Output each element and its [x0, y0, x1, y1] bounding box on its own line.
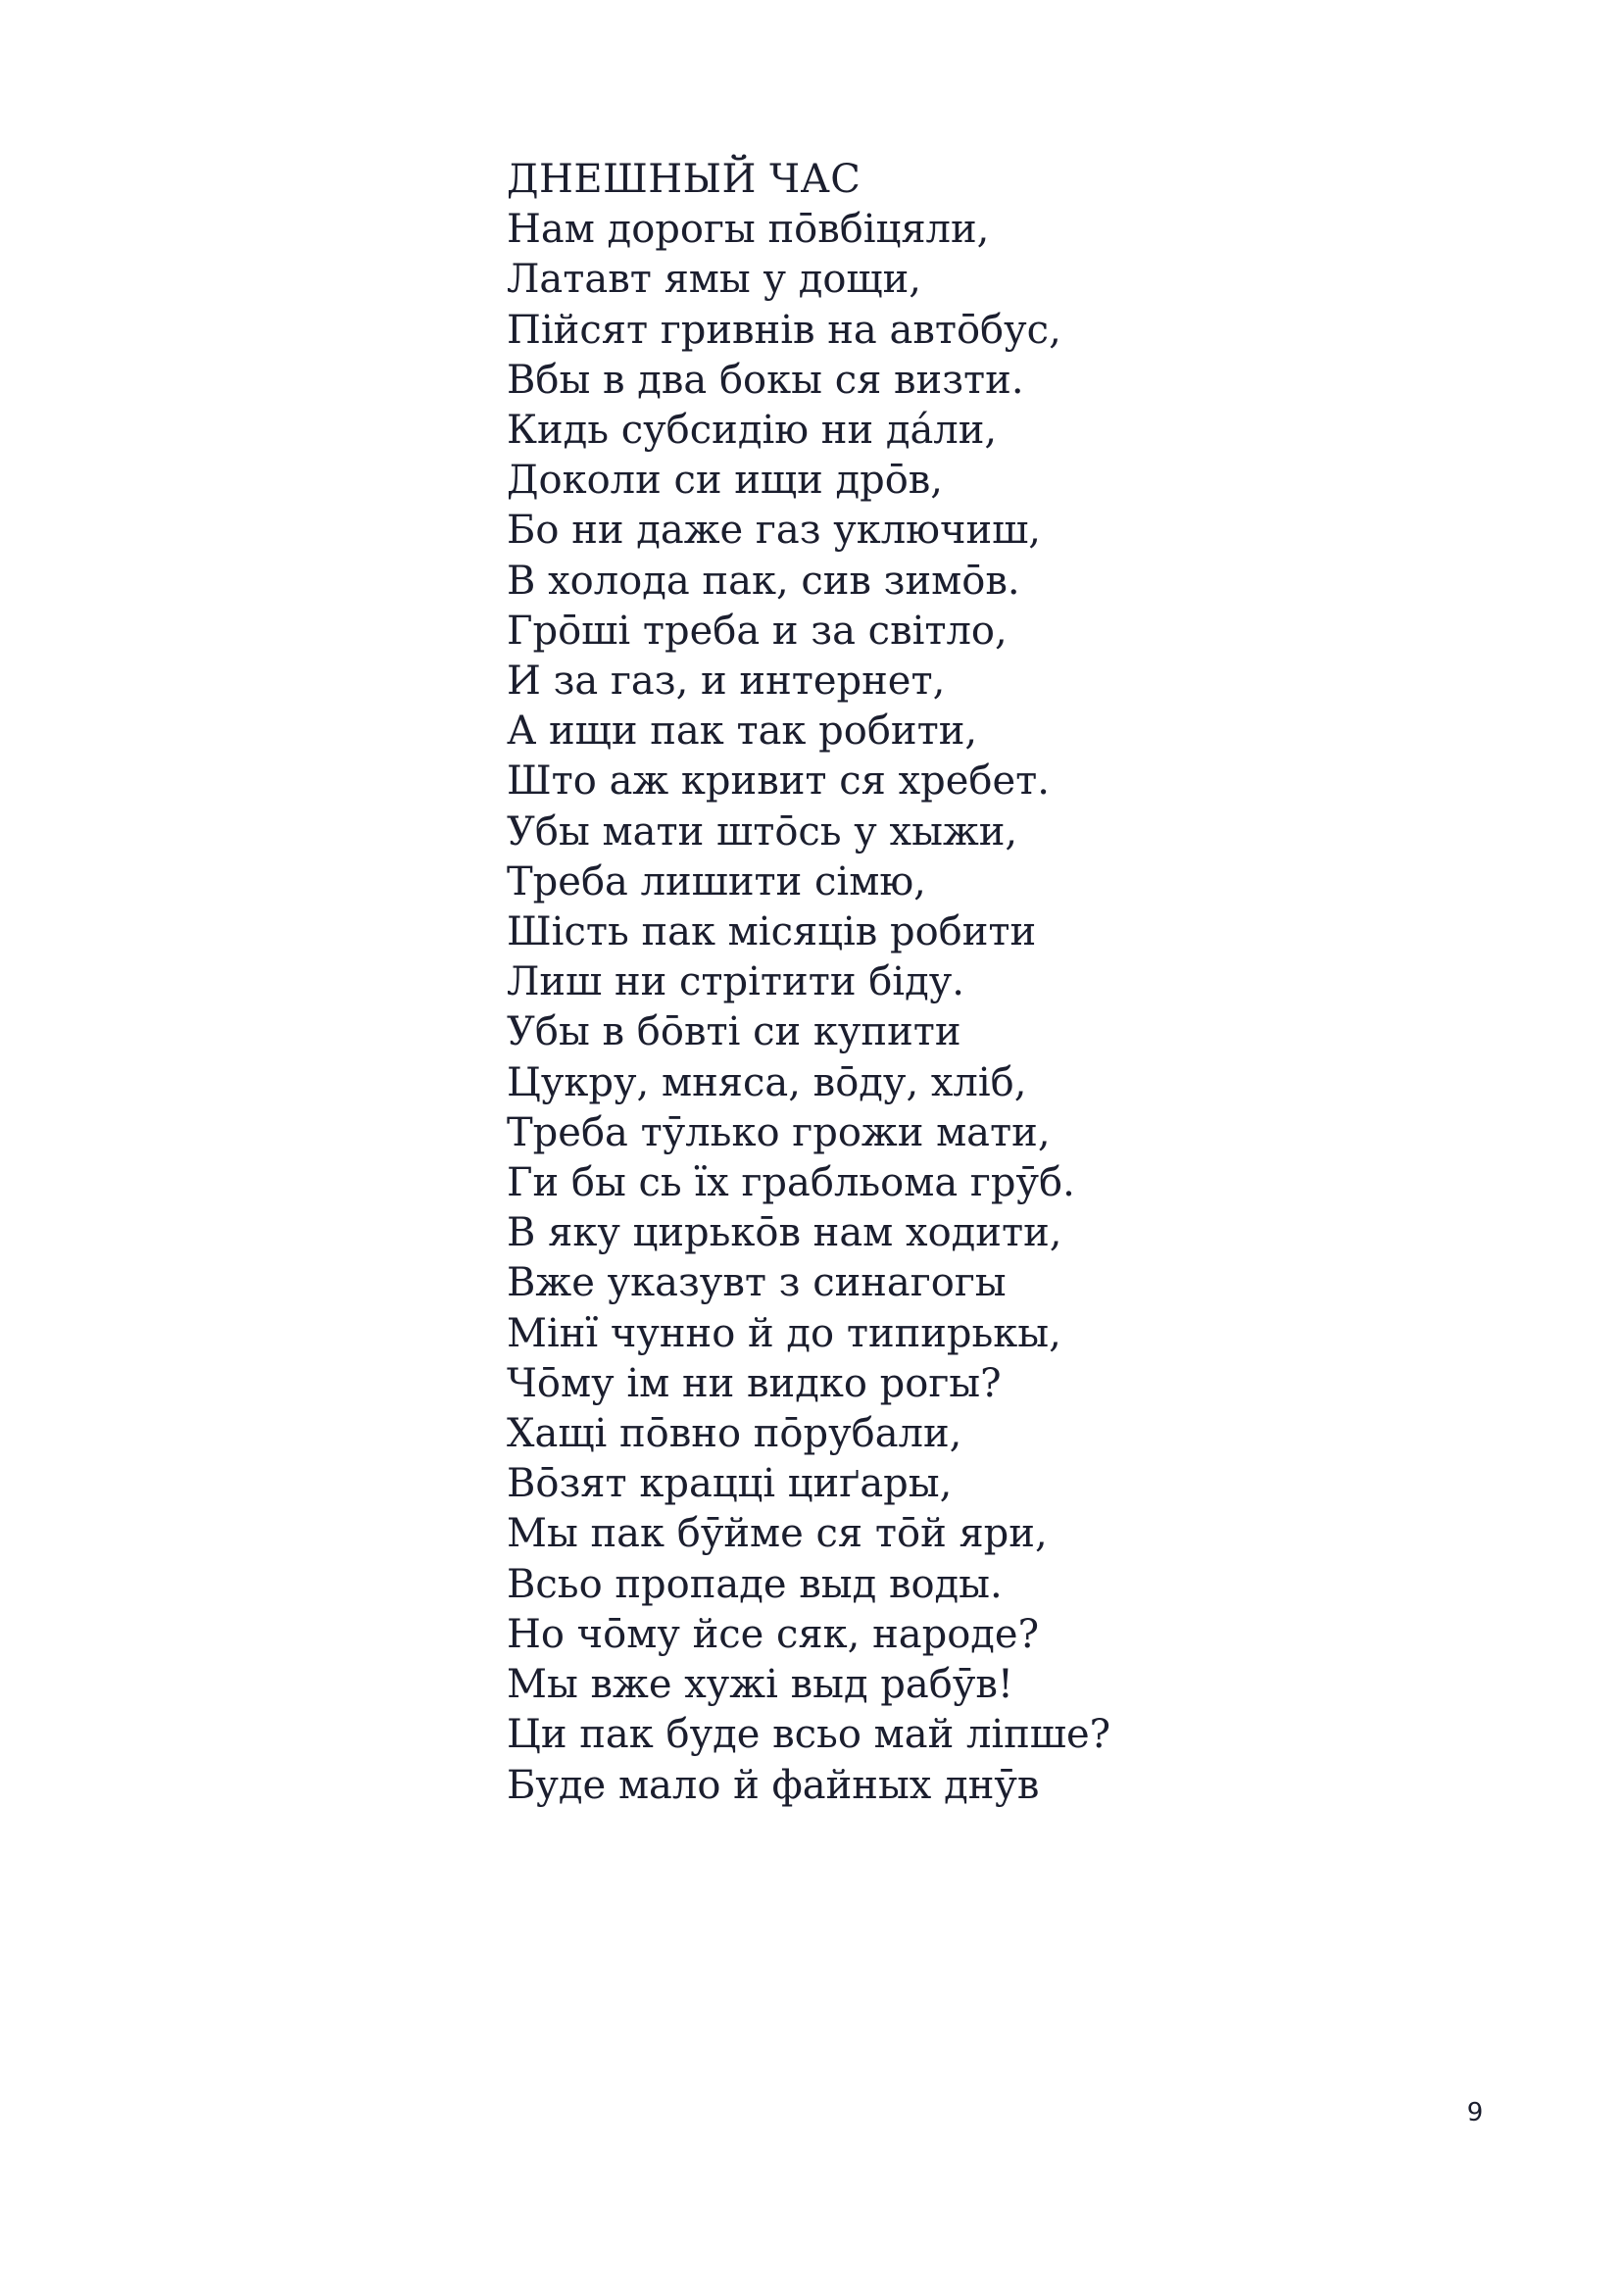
page-number: 9 [1466, 2098, 1484, 2127]
poem-line: Вже указувт з синагогы [507, 1260, 1007, 1306]
poem-line: Чōму ім ни видко рогы? [507, 1360, 1002, 1406]
poem [507, 155, 1487, 1811]
poem-line: Вбы в два бокы ся визти. [507, 357, 1024, 403]
poem-line: Доколи си ищи дрōв, [507, 458, 944, 504]
poem-line: Треба тӯлько грожи мати, [507, 1109, 1051, 1155]
poem-line: В холода пак, сив зимōв. [507, 558, 1020, 604]
poem-line: Цукру, мняса, вōду, хліб, [507, 1059, 1027, 1105]
poem-line: Всьо пропаде выд воды. [507, 1561, 1003, 1607]
poem-line: В яку цирькōв нам ходити, [507, 1210, 1062, 1256]
poem-line: Што аж кривит ся хребет. [507, 758, 1051, 805]
poem-line: Мы вже хужі выд рабӯв! [507, 1662, 1013, 1708]
poem-line: Латавт ямы у дощи, [507, 257, 921, 303]
poem-line: Треба лишити сімю, [507, 858, 926, 904]
poem-line: Буде мало й файных днӯв [507, 1762, 1040, 1808]
poem-line: Убы в бōвті си купити [507, 1009, 961, 1055]
poem-line: И за газ, и интернет, [507, 659, 946, 705]
poem-line: Вōзят крацці циґары, [507, 1461, 953, 1507]
poem-line: Шість пак місяців робити [507, 909, 1037, 955]
poem-line: Пійсят гривнів на автōбус, [507, 307, 1061, 353]
poem-line: Мы пак бӯйме ся тōй яри, [507, 1511, 1048, 1557]
poem-line: Кидь субсидію ни да́ли, [507, 408, 998, 454]
poem-line: Убы мати штōсь у хыжи, [507, 808, 1018, 855]
poem-line: Но чōму йсе сяк, народе? [507, 1611, 1040, 1657]
poem-line: Мінї чунно й до типирькы, [507, 1310, 1061, 1356]
poem-line: Лиш ни стрітити біду. [507, 959, 964, 1005]
poem-line: Бо ни даже газ уключиш, [507, 508, 1041, 554]
poem-line: Грōші треба и за світло, [507, 608, 1008, 654]
poem-line: Хащі пōвно пōрубали, [507, 1411, 962, 1457]
poem-line: Ги бы сь їх грабльома грӯб. [507, 1160, 1075, 1206]
poem-line: А ищи пак так робити, [507, 708, 978, 755]
poem-title: ДНЕШНЫЙ ЧАС [507, 157, 861, 202]
poem-line: Нам дорогы пōвбіцяли, [507, 207, 990, 253]
poem-line: Ци пак буде всьо май ліпше? [507, 1712, 1111, 1758]
